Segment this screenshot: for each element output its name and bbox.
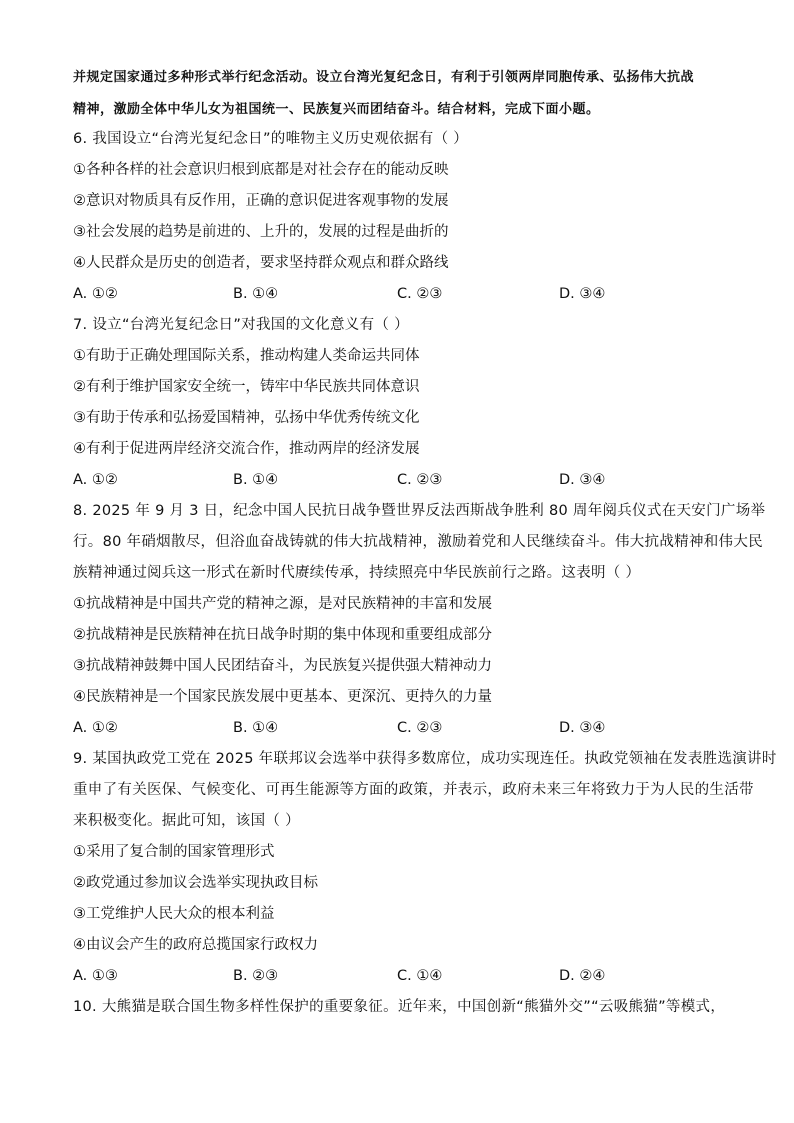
question-8 (73, 496, 766, 744)
question-stem: 来积极变化。据此可知，该国（ ） (73, 813, 300, 829)
option-b[interactable]: B. ①④ (233, 472, 279, 488)
question-stem: 10. 大熊猫是联合国生物多样性保护的重要象征。近年来，中国创新“熊猫外交”“云吸熊猫”等模式， (73, 999, 726, 1015)
option-c[interactable]: C. ②③ (397, 286, 443, 302)
statement-item: ①采用了复合制的国家管理形式 (73, 844, 275, 860)
option-b[interactable]: B. ①④ (233, 720, 279, 736)
answer-options (73, 961, 733, 992)
intro-line: 并规定国家通过多种形式举行纪念活动。设立台湾光复纪念日，有利于引领两岸同胞传承、弘扬伟大抗战 (73, 70, 695, 85)
statement-item: ④人民群众是历史的创造者，要求坚持群众观点和群众路线 (73, 255, 449, 271)
question-7 (73, 310, 733, 496)
statement-item: ③抗战精神鼓舞中国人民团结奋斗，为民族复兴提供强大精神动力 (73, 658, 492, 674)
option-c[interactable]: C. ②③ (397, 472, 443, 488)
question-stem: 行。80 年硝烟散尽，但浴血奋战铸就的伟大抗战精神，激励着党和人民继续奋斗。伟大抗战精神和伟大民 (73, 534, 763, 550)
question-stem: 族精神通过阅兵这一形式在新时代赓续传承，持续照亮中华民族前行之路。这表明（ ） (73, 565, 641, 581)
statement-item: ④民族精神是一个国家民族发展中更基本、更深沉、更持久的力量 (73, 689, 492, 705)
option-a[interactable]: A. ①② (73, 720, 118, 736)
option-b[interactable]: B. ②③ (233, 968, 279, 984)
option-d[interactable]: D. ③④ (559, 472, 606, 488)
questions (73, 124, 777, 1023)
statement-item: ③有助于传承和弘扬爱国精神，弘扬中华优秀传统文化 (73, 410, 420, 426)
statement-item: ①抗战精神是中国共产党的精神之源，是对民族精神的丰富和发展 (73, 596, 492, 612)
statement-item: ②意识对物质具有反作用，正确的意识促进客观事物的发展 (73, 193, 449, 209)
answer-options (73, 465, 733, 496)
option-c[interactable]: C. ②③ (397, 720, 443, 736)
statement-item: ④有利于促进两岸经济交流合作，推动两岸的经济发展 (73, 441, 420, 457)
question-stem: 重申了有关医保、气候变化、可再生能源等方面的政策，并表示，政府未来三年将致力于为人民的生活带 (73, 782, 754, 798)
question-stem: 7. 设立“台湾光复纪念日”对我国的文化意义有（ ） (73, 317, 409, 333)
option-a[interactable]: A. ①② (73, 286, 118, 302)
question-6 (73, 124, 733, 310)
material-intro (73, 62, 733, 126)
statement-item: ③工党维护人民大众的根本利益 (73, 906, 275, 922)
option-a[interactable]: A. ①③ (73, 968, 118, 984)
question-9 (73, 744, 777, 992)
statement-item: ①有助于正确处理国际关系，推动构建人类命运共同体 (73, 348, 420, 364)
option-d[interactable]: D. ③④ (559, 720, 606, 736)
statement-item: ②政党通过参加议会选举实现执政目标 (73, 875, 318, 891)
intro-line: 精神，激励全体中华儿女为祖国统一、民族复兴而团结奋斗。结合材料，完成下面小题。 (73, 102, 600, 117)
option-a[interactable]: A. ①② (73, 472, 118, 488)
option-d[interactable]: D. ③④ (559, 286, 606, 302)
question-stem: 6. 我国设立“台湾光复纪念日”的唯物主义历史观依据有（ ） (73, 131, 469, 147)
question-10 (73, 992, 733, 1023)
option-d[interactable]: D. ②④ (559, 968, 606, 984)
question-stem: 9. 某国执政党工党在 2025 年联邦议会选举中获得多数席位，成功实现连任。执政党领袖在发表胜选演讲时 (73, 751, 777, 767)
option-c[interactable]: C. ①④ (397, 968, 443, 984)
statement-item: ②有利于维护国家安全统一，铸牢中华民族共同体意识 (73, 379, 420, 395)
statement-item: ④由议会产生的政府总揽国家行政权力 (73, 937, 318, 953)
answer-options (73, 279, 733, 310)
statement-item: ③社会发展的趋势是前进的、上升的，发展的过程是曲折的 (73, 224, 449, 240)
statement-item: ①各种各样的社会意识归根到底都是对社会存在的能动反映 (73, 162, 449, 178)
answer-options (73, 713, 733, 744)
option-b[interactable]: B. ①④ (233, 286, 279, 302)
question-stem: 8. 2025 年 9 月 3 日，纪念中国人民抗日战争暨世界反法西斯战争胜利 80 周年阅兵仪式在天安门广场举 (73, 503, 766, 519)
statement-item: ②抗战精神是民族精神在抗日战争时期的集中体现和重要组成部分 (73, 627, 492, 643)
